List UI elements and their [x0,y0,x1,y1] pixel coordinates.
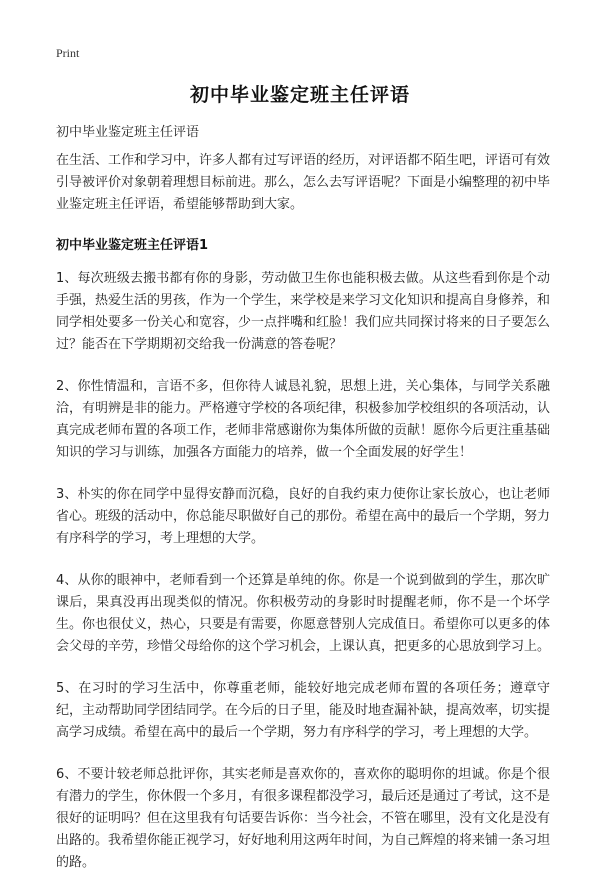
document-subtitle: 初中毕业鉴定班主任评语 [56,125,200,140]
comment-paragraph-1: 1、每次班级去搬书都有你的身影，劳动做卫生你也能积极去做。从这些看到你是个动手强，热爱生活的男孩，作为一个学生，来学校是来学习文化知识和提高自身修养，和同学相处要多一份关心和宽容，少一点拌嘴和红脸！我们应共同探讨将来的日子要怎么过？能否在下学期期初交给我一份满意的答卷呢？ [56,271,551,352]
comment-paragraph-4: 4、从你的眼神中，老师看到一个还算是单纯的你。你是一个说到做到的学生，那次旷课后，果真没再出现类似的情况。你积极劳动的身影时时提醒老师，你不是一个坏学生。你也很仗义，热心，只要是有需要，你愿意替别人完成值日。希望你可以更多的体会父母的辛劳，珍惜父母给你的这个学习机会，上课认真，把更多的心思放到学习上。 [56,573,551,654]
comment-paragraph-6: 6、不要计较老师总批评你，其实老师是喜欢你的，喜欢你的聪明你的坦诚。你是个很有潜力的学生，你休假一个多月，有很多课程都没学习，最后还是通过了考试，这不是很好的证明吗？但在这里我有句话要告诉你：当今社会，不管在哪里，没有文化是没有出路的。我希望你能正视学习，好好地利用这两年时间，为自己辉煌的将来铺一条习坦的路。 [56,767,551,870]
intro-paragraph: 在生活、工作和学习中，许多人都有过写评语的经历，对评语都不陌生吧，评语可有效引导被评价对象朝着理想目标前进。那么，怎么去写评语呢？下面是小编整理的初中毕业鉴定班主任评语，希望能够帮助到大家。 [56,153,551,212]
comment-paragraph-5: 5、在习时的学习生活中，你尊重老师，能较好地完成老师布置的各项任务；遵章守纪，主动帮助同学团结同学。在今后的日子里，能及时地查漏补缺，提高效率，切实提高学习成绩。希望在高中的最后一个学期，努力有序科学的学习，考上理想的大学。 [56,681,551,740]
document-body [56,150,550,894]
comment-paragraph-2: 2、你性情温和，言语不多，但你待人诚恳礼貌，思想上进，关心集体，与同学关系融洽，有明辨是非的能力。严格遵守学校的各项纪律，积极参加学校组织的各项活动，认真完成老师布置的各项工作，老师非常感谢你为集体所做的贡献！愿你今后更注重基础知识的学习与训练，加强各方面能力的培养，做一个全面发展的好学生！ [56,379,551,460]
comment-paragraph-3: 3、朴实的你在同学中显得安静而沉稳，良好的自我约束力使你让家长放心，也让老师省心。班级的活动中，你总能尽职做好自己的那份。希望在高中的最后一个学期，努力有序科学的学习，考上理想的大学。 [56,487,551,546]
section-heading: 初中毕业鉴定班主任评语1 [56,238,209,253]
page-title: 初中毕业鉴定班主任评语 [189,84,410,106]
print-label: Print [56,46,80,60]
